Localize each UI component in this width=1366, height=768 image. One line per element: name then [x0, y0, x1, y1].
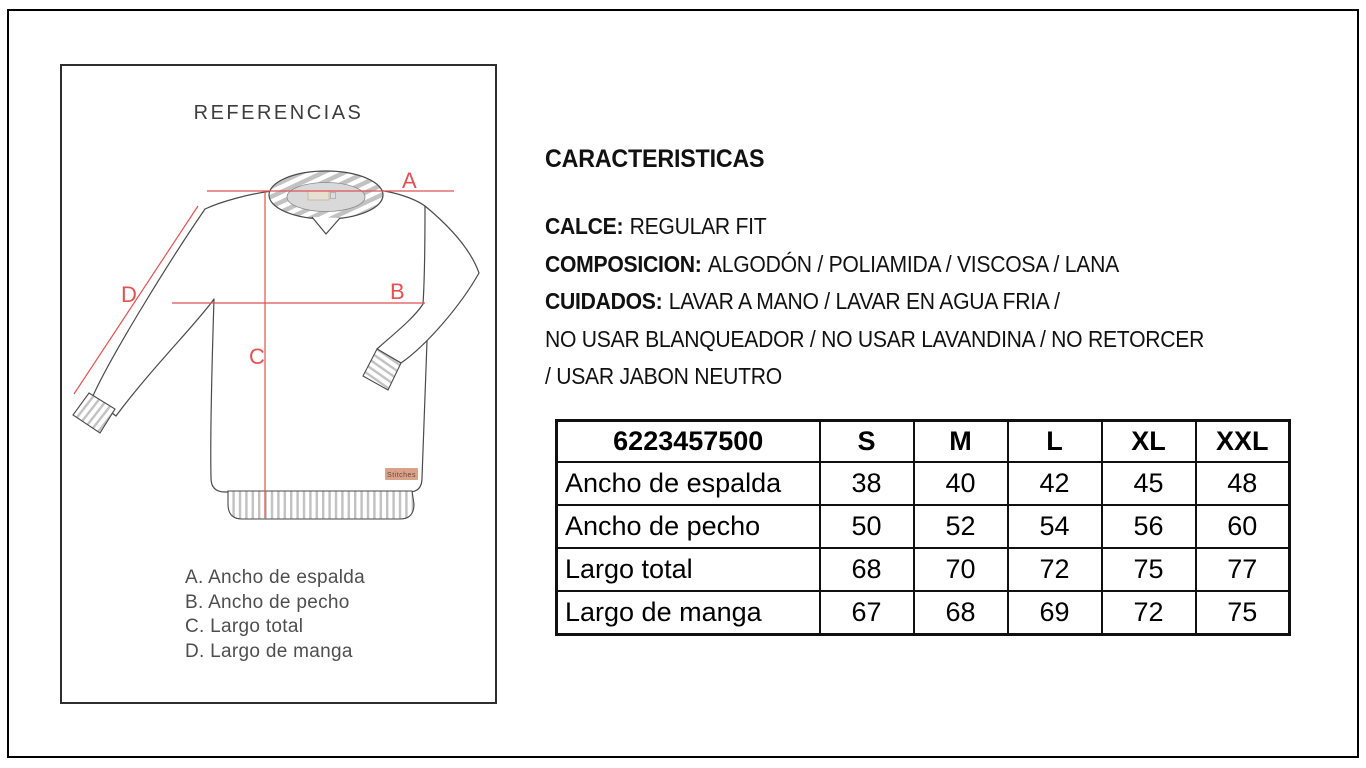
size-value-cell: 45 — [1102, 462, 1196, 505]
detail-value: / USAR JABON NEUTRO — [545, 363, 782, 390]
size-col-xxl: XXL — [1196, 421, 1290, 463]
size-table — [555, 419, 1291, 636]
characteristics-text — [545, 213, 1277, 401]
row-label: Largo total — [557, 548, 820, 591]
size-value-cell: 54 — [1008, 505, 1102, 548]
detail-label: COMPOSICION: — [545, 250, 702, 277]
row-label: Largo de manga — [557, 591, 820, 635]
legend-item-b: B. Ancho de pecho — [185, 591, 350, 613]
detail-label: CALCE: — [545, 213, 624, 239]
page-border-frame — [7, 9, 1359, 758]
collar-label-tag — [331, 193, 336, 199]
detail-line-cuidados-2 — [545, 326, 1204, 364]
hem-ribbing — [228, 491, 414, 519]
reference-panel — [60, 64, 497, 704]
detail-value: ALGODÓN / POLIAMIDA / VISCOSA / LANA — [707, 250, 1119, 277]
row-label: Ancho de espalda — [557, 462, 820, 505]
size-value-cell: 60 — [1196, 505, 1290, 548]
measure-label-a: A — [402, 168, 417, 193]
detail-value: REGULAR FIT — [629, 213, 767, 239]
size-value-cell: 50 — [820, 505, 914, 548]
table-row-ancho-espalda — [557, 462, 1290, 505]
collar-care-label — [308, 191, 329, 200]
row-label: Ancho de pecho — [557, 505, 820, 548]
measure-legend — [185, 566, 365, 664]
size-value-cell: 56 — [1102, 505, 1196, 548]
size-value-cell: 77 — [1196, 548, 1290, 591]
detail-line-composicion — [545, 251, 1204, 289]
size-value-cell: 72 — [1008, 548, 1102, 591]
size-value-cell: 75 — [1196, 591, 1290, 635]
measure-label-d: D — [121, 282, 137, 307]
size-col-m: M — [914, 421, 1008, 463]
detail-label: CUIDADOS: — [545, 288, 663, 315]
table-row-largo-total — [557, 548, 1290, 591]
size-value-cell: 67 — [820, 591, 914, 635]
size-value-cell: 68 — [820, 548, 914, 591]
size-value-cell: 40 — [914, 462, 1008, 505]
detail-line-calce — [545, 213, 1204, 251]
detail-line-cuidados-3 — [545, 363, 1204, 401]
size-value-cell: 72 — [1102, 591, 1196, 635]
size-value-cell: 48 — [1196, 462, 1290, 505]
size-col-s: S — [820, 421, 914, 463]
size-value-cell: 69 — [1008, 591, 1102, 635]
detail-value: NO USAR BLANQUEADOR / NO USAR LAVANDINA / NO RETORCER — [545, 325, 1205, 352]
brand-tag-text: Stitches — [387, 472, 416, 479]
product-code-cell: 6223457500 — [557, 421, 820, 463]
detail-line-cuidados — [545, 288, 1204, 326]
size-value-cell: 52 — [914, 505, 1008, 548]
size-value-cell: 70 — [914, 548, 1008, 591]
characteristics-heading: CARACTERISTICAS — [545, 145, 765, 173]
size-value-cell: 38 — [820, 462, 914, 505]
reference-panel-title: REFERENCIAS — [193, 102, 364, 124]
measure-label-b: B — [390, 279, 405, 304]
size-table-header-row — [557, 421, 1290, 463]
legend-item-d: D. Largo de manga — [185, 640, 353, 662]
size-col-xl: XL — [1102, 421, 1196, 463]
sweater-body-outline — [92, 190, 428, 492]
legend-item-c: C. Largo total — [185, 616, 304, 637]
size-value-cell: 68 — [914, 591, 1008, 635]
size-value-cell: 42 — [1008, 462, 1102, 505]
measure-label-c: C — [249, 344, 265, 369]
size-col-l: L — [1008, 421, 1102, 463]
detail-value: LAVAR A MANO / LAVAR EN AGUA FRIA / — [668, 288, 1060, 315]
table-row-ancho-pecho — [557, 505, 1290, 548]
legend-item-a: A. Ancho de espalda — [185, 567, 366, 588]
size-value-cell: 75 — [1102, 548, 1196, 591]
table-row-largo-manga — [557, 591, 1290, 635]
